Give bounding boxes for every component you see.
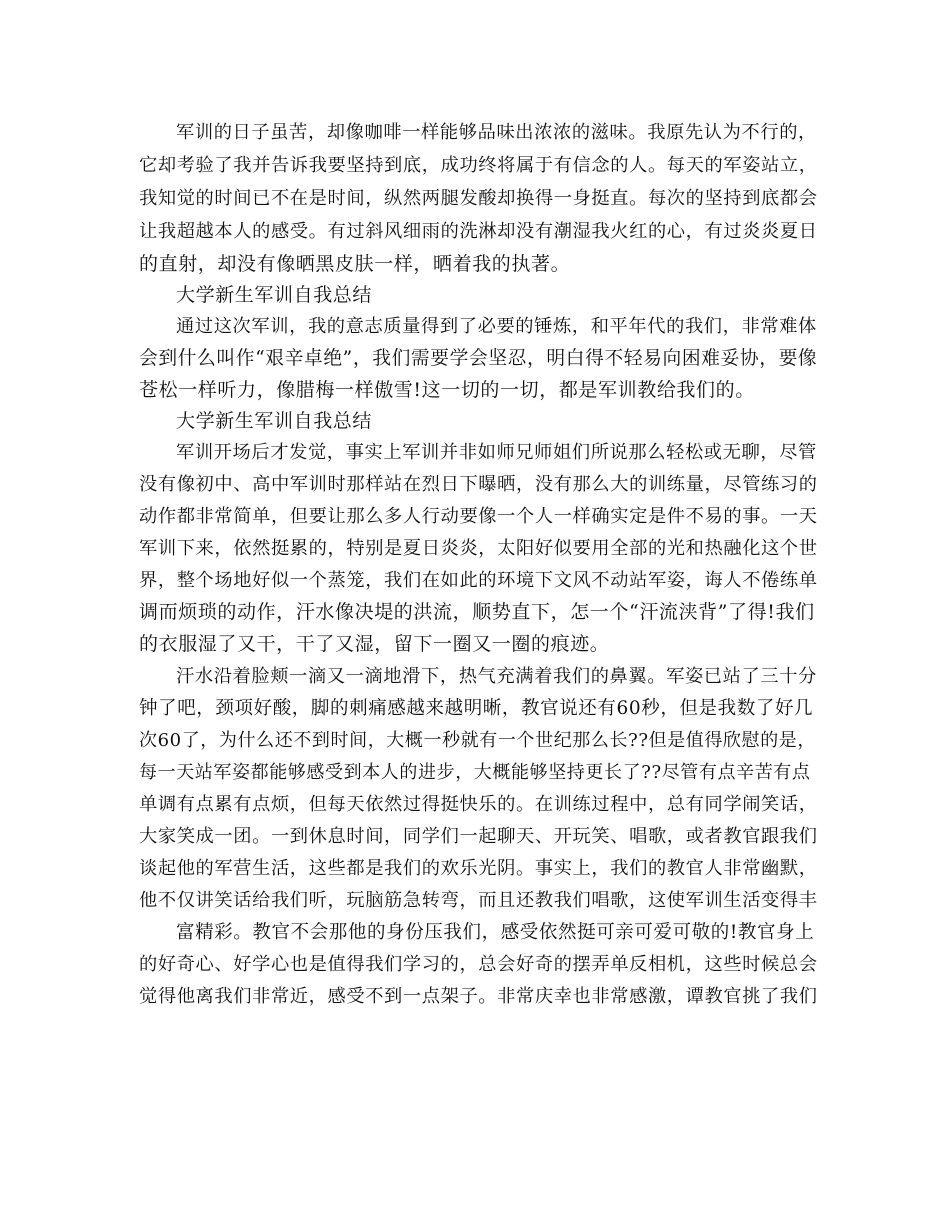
text-line: 苍松一样听力，像腊梅一样傲雪!这一切的一切，都是军训教给我们的。 [139,379,755,401]
text-line: 他不仅讲笑话给我们听，玩脑筋急转弯，而且还教我们唱歌，这使军训生活变得丰 [139,890,818,911]
text-line: 每一天站军姿都能够感受到本人的进步，大概能够坚持更长了??尽管有点辛苦有点 [139,762,811,783]
text-line: 的直射，却没有像晒黑皮肤一样，晒着我的执著。 [139,253,571,275]
text-line: 次60了，为什么还不到时间，大概一秒就有一个世纪那么长??但是值得欣慰的是， [139,730,817,751]
text-line: 它却考验了我并告诉我要坚持到底，成功终将属于有信念的人。每天的军姿站立， [139,155,818,176]
text-line: 通过这次军训，我的意志质量得到了必要的锤炼，和平年代的我们，非常难体 [176,316,817,337]
text-line: 觉得他离我们非常近，感受不到一点架子。非常庆幸也非常感激，谭教官挑了我们 [139,986,818,1007]
text-line: 汗水沿着脸颊一滴又一滴地滑下，热气充满着我们的鼻翼。军姿已站了三十分 [176,666,817,687]
text-line: 的衣服湿了又干，干了又湿，留下一圈又一圈的痕迹。 [139,633,610,655]
text-line: 没有像初中、高中军训时那样站在烈日下曝晒，没有那么大的训练量，尽管练习的 [139,474,818,495]
section-heading: 大学新生军训自我总结 [176,284,373,306]
text-line: 军训下来，依然挺累的，特别是夏日炎炎，太阳好似要用全部的光和热融化这个世 [139,538,818,559]
text-line: 大家笑成一团。一到休息时间，同学们一起聊天、开玩笑、唱歌，或者教官跟我们 [139,826,818,847]
text-line: 界，整个场地好似一个蒸笼，我们在如此的环境下文风不动站军姿，诲人不倦练单 [139,570,818,591]
text-line: 军训开场后才发觉，事实上军训并非如师兄师姐们所说那么轻松或无聊，尽管 [176,442,817,463]
text-line: 让我超越本人的感受。有过斜风细雨的洗淋却没有潮湿我火红的心，有过炎炎夏日 [139,221,818,242]
text-line: 动作都非常简单，但要让那么多人行动要像一个人一样确实定是件不易的事。一天 [139,506,818,527]
text-line: 会到什么叫作“艰辛卓绝”，我们需要学会坚忍，明白得不轻易向困难妥协，要像 [139,348,818,369]
text-line: 富精彩。教官不会那他的身份压我们，感受依然挺可亲可爱可敬的!教官身上 [176,922,815,943]
text-line: 调而烦琐的动作，汗水像决堤的洪流，顺势直下，怎一个“汗流浃背”了得!我们 [139,601,815,623]
section-heading: 大学新生军训自我总结 [176,410,373,432]
text-line: 单调有点累有点烦，但每天依然过得挺快乐的。在训练过程中，总有同学闹笑话， [139,794,818,815]
text-line: 我知觉的时间已不在是时间，纵然两腿发酸却换得一身挺直。每次的坚持到底都会 [139,188,818,209]
text-line: 军训的日子虽苦，却像咖啡一样能够品味出浓浓的滋味。我原先认为不行的， [176,122,817,143]
text-line: 谈起他的军营生活，这些都是我们的欢乐光阴。事实上，我们的教官人非常幽默， [139,858,818,879]
text-line: 钟了吧，颈项好酸，脚的刺痛感越来越明晰，教官说还有60秒，但是我数了好几 [139,698,814,719]
text-line: 的好奇心、好学心也是值得我们学习的，总会好奇的摆弄单反相机，这些时候总会 [139,954,818,975]
